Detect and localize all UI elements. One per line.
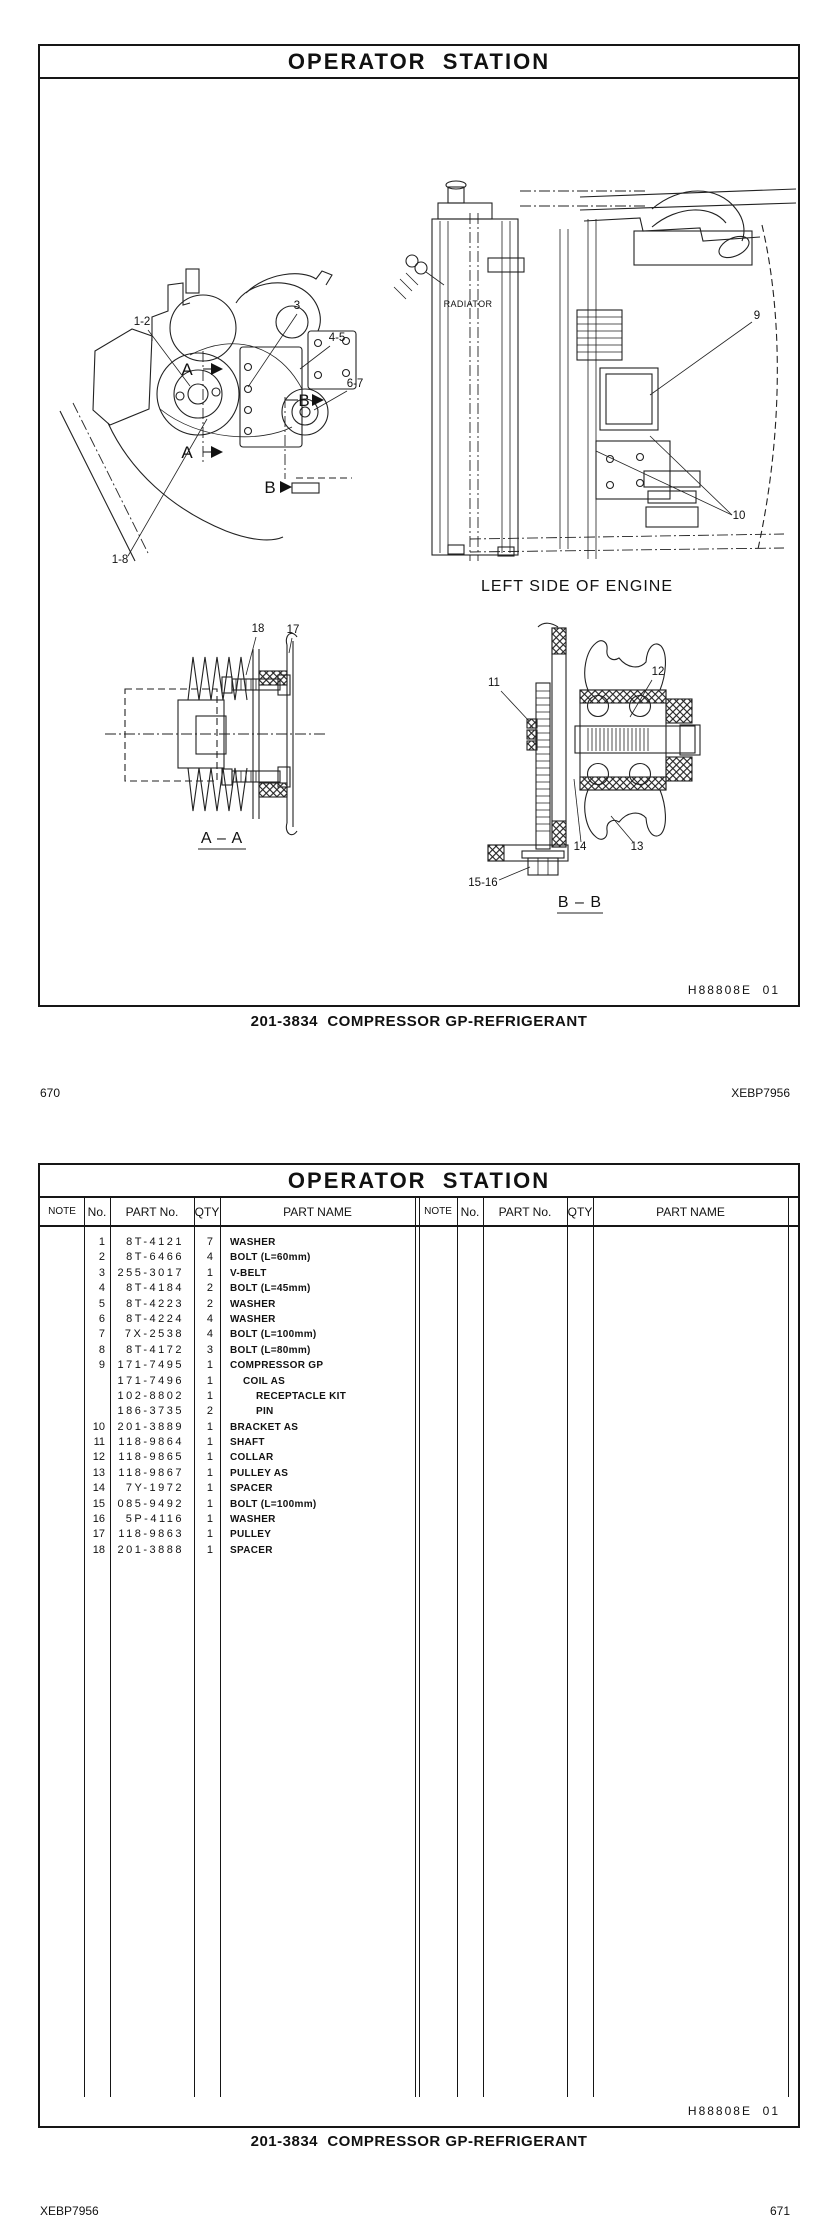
table-row: 2 8T-6466 4 BOLT (L=60mm) (98, 1251, 311, 1264)
doc-id: XEBP7956 (40, 2204, 99, 2218)
page-title: OPERATOR STATION (287, 1167, 551, 1193)
page-title: OPERATOR STATION (287, 48, 551, 74)
page2-title-band (40, 1165, 798, 1198)
table-row: 11 118-9864 1 SHAFT (93, 1436, 265, 1449)
col-header-part-name: PART NAME (283, 1204, 352, 1219)
table-row: 14 7Y-1972 1 SPACER (92, 1482, 273, 1495)
section-aa-label: A – A (200, 830, 244, 847)
col-header-no: No. (87, 1204, 107, 1219)
callout-14: 14 (573, 841, 587, 853)
header-divider (40, 1225, 798, 1227)
page-number: 670 (40, 1086, 61, 1100)
page-671-frame (38, 1163, 800, 2128)
table-row: 186-3735 2 PIN (117, 1405, 274, 1418)
table-row: 3 255-3017 1 V-BELT (98, 1266, 267, 1279)
callout-3: 3 (293, 300, 301, 312)
drawing-code: H88808E 01 (687, 2104, 780, 2118)
col-header-part-no-2: PART No. (498, 1204, 552, 1219)
col-header-part-name-2: PART NAME (656, 1204, 725, 1219)
front-view-diagram (60, 269, 363, 566)
section-b-letter-top: B (298, 391, 310, 410)
table-row: 10 201-3889 1 BRACKET AS (92, 1420, 299, 1433)
section-aa-diagram (105, 623, 325, 849)
table-row: 4 8T-4184 2 BOLT (L=45mm) (98, 1282, 311, 1295)
table-row: 13 118-9867 1 PULLEY AS (92, 1466, 289, 1479)
figure-caption: 201-3834 COMPRESSOR GP-REFRIGERANT (250, 1013, 588, 1030)
table-row: 15 085-9492 1 BOLT (L=100mm) (92, 1497, 317, 1510)
table-row: 6 8T-4224 4 WASHER (98, 1312, 276, 1325)
callout-9: 9 (753, 310, 761, 322)
table-row: 12 118-9865 1 COLLAR (92, 1451, 274, 1464)
callout-17: 17 (286, 624, 300, 636)
col-header-part-no: PART No. (125, 1204, 179, 1219)
page-number: 671 (769, 2204, 790, 2218)
callout-13: 13 (630, 841, 644, 853)
section-a-letter-bottom: A (181, 443, 193, 462)
side-view-diagram (394, 181, 796, 595)
table-row: 8 8T-4172 3 BOLT (L=80mm) (98, 1343, 311, 1356)
parts-table-rows (40, 1235, 798, 1558)
callout-10: 10 (732, 510, 746, 522)
table-row: 18 201-3888 1 SPACER (92, 1543, 273, 1556)
table-header-row (40, 1198, 798, 1225)
callout-15-16: 15-16 (468, 877, 498, 889)
col-header-no-2: No. (460, 1204, 480, 1219)
page-670-frame (38, 44, 800, 1007)
table-caption: 201-3834 COMPRESSOR GP-REFRIGERANT (250, 2133, 588, 2150)
callout-6-7: 6-7 (346, 378, 364, 390)
page1-title-band (40, 46, 798, 79)
callout-12: 12 (651, 666, 665, 678)
table-row: 16 5P-4116 1 WASHER (92, 1513, 276, 1526)
callout-1-8: 1-8 (111, 554, 129, 566)
table-row: 5 8T-4223 2 WASHER (98, 1297, 276, 1310)
drawing-code: H88808E 01 (687, 983, 780, 997)
col-header-qty-2: QTY (567, 1204, 593, 1219)
col-header-note: NOTE (48, 1206, 76, 1217)
section-bb-diagram (468, 623, 700, 913)
col-header-qty: QTY (194, 1204, 220, 1219)
callout-18: 18 (251, 623, 265, 635)
section-bb-label: B – B (557, 894, 603, 911)
side-view-caption: LEFT SIDE OF ENGINE (480, 578, 674, 595)
radiator-label: RADIATOR (443, 299, 493, 309)
callout-1-2: 1-2 (133, 316, 151, 328)
table-row: 9 171-7495 1 COMPRESSOR GP (98, 1359, 324, 1372)
doc-id: XEBP7956 (731, 1086, 790, 1100)
table-row: 7 7X-2538 4 BOLT (L=100mm) (98, 1328, 317, 1341)
table-row: 1 8T-4121 7 WASHER (98, 1236, 276, 1248)
section-a-letter-top: A (181, 360, 193, 379)
callout-4-5: 4-5 (328, 332, 346, 344)
technical-diagram (40, 79, 798, 1005)
table-row: 17 118-9863 1 PULLEY (92, 1528, 272, 1541)
section-b-letter-bottom: B (264, 478, 276, 497)
table-row: 171-7496 1 COIL AS (117, 1374, 286, 1387)
col-header-note-2: NOTE (424, 1206, 452, 1217)
callout-11: 11 (488, 677, 500, 689)
table-row: 102-8802 1 RECEPTACLE KIT (117, 1389, 347, 1402)
